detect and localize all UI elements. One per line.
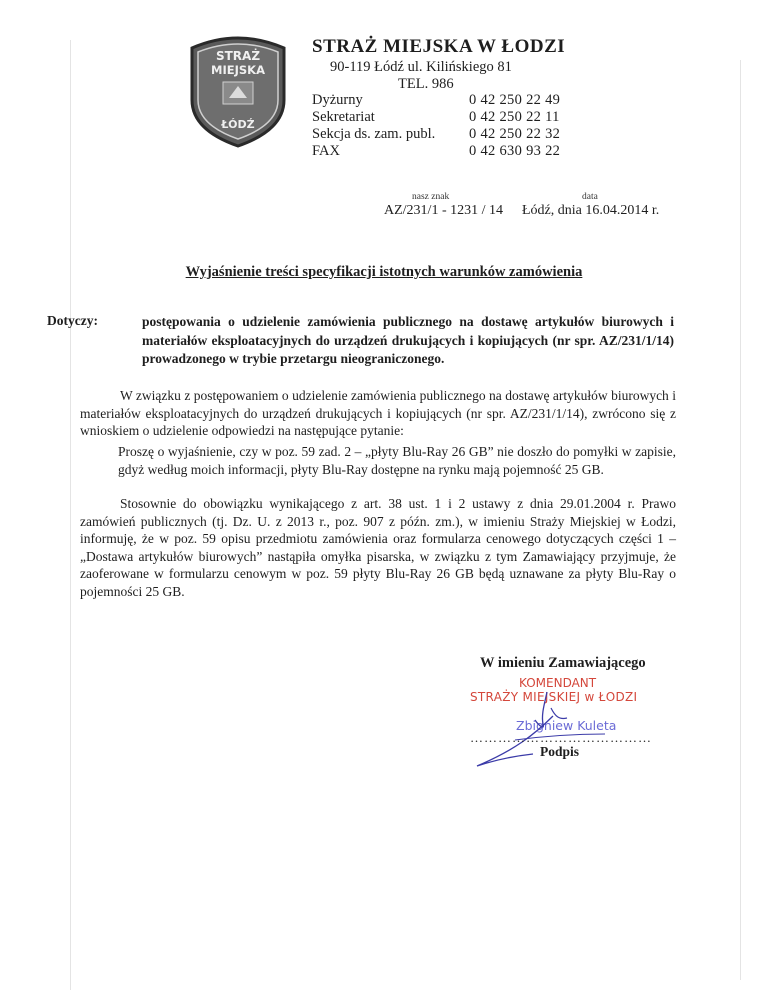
badge-line3: ŁÓDŹ	[221, 118, 255, 131]
quoted-question: Proszę o wyjaśnienie, czy w poz. 59 zad. 2 – „płyty Blu-Ray 26 GB” nie doszło do pomyłki w zapisie, gdyż według moich informacji, płyty Blu-Ray dostępne na rynku mają pojemność 25 GB.	[118, 444, 676, 477]
reference-number: AZ/231/1 - 1231 / 14	[384, 203, 503, 218]
organization-phone: TEL. 986	[398, 76, 454, 92]
badge-line2: MIEJSKA	[211, 63, 265, 77]
contact-label: Sekcja ds. zam. publ.	[312, 126, 436, 142]
scan-edge-left	[70, 40, 71, 990]
signature-title: W imieniu Zamawiającego	[480, 655, 646, 671]
subject-label: Dotyczy:	[47, 313, 98, 328]
city-guard-badge-logo	[182, 30, 294, 148]
signature-line: …………………………………	[470, 730, 652, 745]
signature-label: Podpis	[540, 744, 580, 759]
contact-number: 0 42 250 22 49	[469, 92, 561, 108]
contact-label: Dyżurny	[312, 92, 363, 108]
contact-label: FAX	[312, 143, 340, 159]
scan-edge-right	[740, 60, 741, 980]
stamp-name: Zbigniew Kuleta	[516, 718, 617, 733]
document-date: Łódź, dnia 16.04.2014 r.	[522, 203, 660, 218]
contact-label: Sekretariat	[312, 109, 375, 125]
contact-number: 0 42 250 22 32	[469, 126, 561, 142]
organization-name: STRAŻ MIEJSKA W ŁODZI	[312, 36, 566, 57]
contact-number: 0 42 250 22 11	[469, 109, 560, 125]
date-label: data	[582, 192, 598, 202]
contact-number: 0 42 630 93 22	[469, 143, 561, 159]
document-title: Wyjaśnienie treści specyfikacji istotnych warunków zamówienia	[185, 264, 583, 280]
reference-label: nasz znak	[412, 192, 450, 202]
badge-line1: STRAŻ	[215, 49, 261, 63]
stamp-line: STRAŻY MIEJSKIEJ w ŁODZI	[470, 690, 638, 704]
stamp-line: KOMENDANT	[519, 676, 597, 690]
subject-text: postępowania o udzielenie zamówienia publicznego na dostawę artykułów biurowych i materiałów eksploatacyjnych do urządzeń drukujących i kopiujących (nr spr. AZ/231/1/14) prowadzonego w trybie przetargu nieograniczonego.	[142, 314, 674, 366]
body-paragraph: W związku z postępowaniem o udzielenie zamówienia publicznego na dostawę artykułów biurowych i materiałów eksploatacyjnych do urządzeń drukujących i kopiujących (nr spr. AZ/231/1/14), zwrócono się z wnioskiem o udzielenie odpowiedzi na następujące pytanie:	[80, 388, 676, 438]
organization-address: 90-119 Łódź ul. Kilińskiego 81	[330, 59, 512, 75]
body-paragraph: Stosownie do obowiązku wynikającego z art. 38 ust. 1 i 2 ustawy z dnia 29.01.2004 r. Prawo zamówień publicznych (tj. Dz. U. z 2013 r., poz. 907 z późn. zm.), w imieniu Straży Miejskiej w Łodzi, informuję, że w poz. 59 opisu przedmiotu zamówienia oraz formularza cenowego dotyczących części 1 – „Dostawa artykułów biurowych” nastąpiła omyłka pisarska, w związku z tym Zamawiający przyjmuje, że zaoferowane w formularzu cenowym w poz. 59 płyty Blu-Ray 26 GB będą uznawane za płyty Blu-Ray o pojemności 25 GB.	[80, 496, 676, 599]
